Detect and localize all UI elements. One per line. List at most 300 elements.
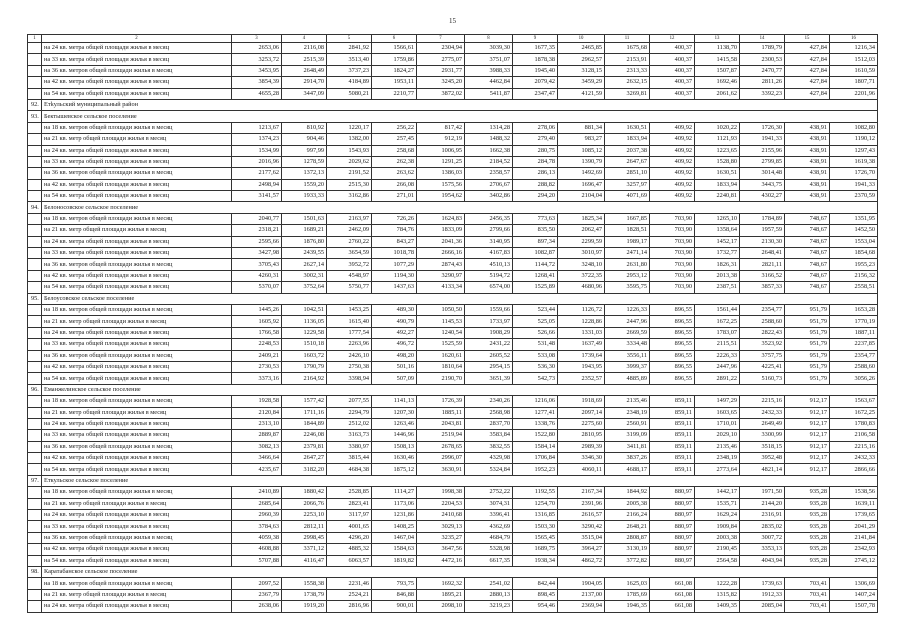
value-cell: 3630,91 <box>417 464 465 475</box>
value-cell: 817,42 <box>417 122 465 133</box>
table-row <box>28 464 878 475</box>
value-cell: 280,75 <box>513 145 558 156</box>
value-cell: 1559,20 <box>282 179 327 190</box>
table-row <box>28 498 878 509</box>
value-cell: 1876,80 <box>282 236 327 247</box>
row-label: на 24 кв. метра общей площади жилья в месяц <box>42 418 232 429</box>
row-number-cell <box>28 156 42 167</box>
value-cell: 2462,09 <box>327 225 372 236</box>
value-cell: 1577,42 <box>282 396 327 407</box>
value-cell: 2316,91 <box>740 510 785 521</box>
value-cell: 896,55 <box>650 327 695 338</box>
value-cell: 1943,95 <box>558 361 605 372</box>
value-cell: 2631,80 <box>605 259 650 270</box>
row-label: на 54 кв. метра общей площади жилья в месяц <box>42 555 232 566</box>
value-cell: 1706,84 <box>513 453 558 464</box>
table-row <box>28 555 878 566</box>
table-row <box>28 396 878 407</box>
value-cell: 2962,57 <box>558 54 605 65</box>
value-cell: 2669,59 <box>605 327 650 338</box>
value-cell: 2167,34 <box>558 487 605 498</box>
value-cell: 2498,94 <box>232 179 282 190</box>
value-cell: 703,90 <box>650 248 695 259</box>
value-cell: 912,17 <box>785 464 830 475</box>
value-cell: 4296,20 <box>327 532 372 543</box>
value-cell: 3082,13 <box>232 441 282 452</box>
value-cell: 4329,98 <box>465 453 513 464</box>
value-cell: 2352,57 <box>558 373 605 384</box>
row-number-cell <box>28 339 42 350</box>
value-cell: 1789,79 <box>740 43 785 54</box>
value-cell: 880,97 <box>650 510 695 521</box>
row-label: на 21 кв. метр общей площади жилья в месяц <box>42 589 232 600</box>
value-cell: 4133,34 <box>417 282 465 293</box>
value-cell: 1501,63 <box>282 213 327 224</box>
value-cell: 2649,49 <box>740 418 785 429</box>
value-cell: 2299,59 <box>558 236 605 247</box>
table-row <box>28 248 878 259</box>
value-cell: 1624,83 <box>417 213 465 224</box>
value-cell: 1488,32 <box>465 134 513 145</box>
value-cell: 409,92 <box>650 122 695 133</box>
value-cell: 1192,55 <box>513 487 558 498</box>
value-cell: 3705,43 <box>232 259 282 270</box>
row-number-cell <box>28 361 42 372</box>
value-cell: 1314,28 <box>465 122 513 133</box>
value-cell: 912,17 <box>785 396 830 407</box>
row-number-cell <box>28 544 42 555</box>
table-row <box>28 578 878 589</box>
value-cell: 4510,13 <box>465 259 513 270</box>
table-row <box>28 43 878 54</box>
value-cell: 2588,60 <box>740 316 785 327</box>
value-cell: 2003,38 <box>695 532 740 543</box>
value-cell: 1732,77 <box>695 248 740 259</box>
value-cell: 1538,56 <box>830 487 878 498</box>
value-cell: 2191,52 <box>327 168 372 179</box>
value-cell: 438,91 <box>785 156 830 167</box>
value-cell: 1512,03 <box>830 54 878 65</box>
value-cell: 3290,97 <box>417 270 465 281</box>
value-cell: 3427,98 <box>232 248 282 259</box>
value-cell: 1231,86 <box>372 510 417 521</box>
tariff-table <box>27 34 878 613</box>
value-cell: 427,84 <box>785 54 830 65</box>
value-cell: 1497,29 <box>695 396 740 407</box>
value-cell: 3162,86 <box>327 191 372 202</box>
value-cell: 1933,33 <box>282 191 327 202</box>
row-number-cell: 92. <box>28 99 42 110</box>
value-cell: 1467,04 <box>372 532 417 543</box>
value-cell: 1952,23 <box>513 464 558 475</box>
value-cell: 3595,75 <box>605 282 650 293</box>
value-cell: 3373,16 <box>232 373 282 384</box>
value-cell: 661,08 <box>650 578 695 589</box>
value-cell: 2866,66 <box>830 464 878 475</box>
value-cell: 1558,38 <box>282 578 327 589</box>
value-cell: 3999,37 <box>605 361 650 372</box>
value-cell: 3854,39 <box>232 77 282 88</box>
value-cell: 2470,77 <box>740 65 785 76</box>
value-cell: 2358,57 <box>465 168 513 179</box>
value-cell: 1228,86 <box>558 316 605 327</box>
row-label: на 21 кв. метр общей площади жилья в месяц <box>42 498 232 509</box>
column-number-cell: 13 <box>695 35 740 43</box>
value-cell: 1437,63 <box>372 282 417 293</box>
value-cell: 2313,10 <box>232 418 282 429</box>
value-cell: 523,44 <box>513 304 558 315</box>
value-cell: 2822,43 <box>740 327 785 338</box>
row-number-cell <box>28 191 42 202</box>
value-cell: 1928,58 <box>232 396 282 407</box>
value-cell: 2851,10 <box>605 168 650 179</box>
value-cell: 1535,71 <box>695 498 740 509</box>
value-cell: 1297,43 <box>830 145 878 156</box>
value-cell: 951,79 <box>785 327 830 338</box>
value-cell: 3988,33 <box>465 65 513 76</box>
row-number-cell <box>28 464 42 475</box>
row-label: на 33 кв. метра общей площади жилья в месяц <box>42 430 232 441</box>
value-cell: 2891,22 <box>695 373 740 384</box>
value-cell: 2889,87 <box>232 430 282 441</box>
value-cell: 1082,87 <box>513 248 558 259</box>
value-cell: 896,55 <box>650 350 695 361</box>
value-cell: 4684,79 <box>465 532 513 543</box>
value-cell: 409,92 <box>650 191 695 202</box>
row-number-cell <box>28 396 42 407</box>
value-cell: 2029,62 <box>327 156 372 167</box>
value-cell: 1277,41 <box>513 407 558 418</box>
value-cell: 2354,77 <box>740 304 785 315</box>
value-cell: 2275,60 <box>558 418 605 429</box>
value-cell: 1566,61 <box>372 43 417 54</box>
row-label: на 24 кв. метра общей площади жилья в месяц <box>42 145 232 156</box>
table-row <box>28 373 878 384</box>
column-number-cell: 1 <box>28 35 42 43</box>
value-cell: 2016,96 <box>232 156 282 167</box>
value-cell: 1265,10 <box>695 213 740 224</box>
value-cell: 2005,38 <box>605 498 650 509</box>
value-cell: 2773,64 <box>695 464 740 475</box>
row-number-cell <box>28 259 42 270</box>
value-cell: 1672,25 <box>830 407 878 418</box>
value-cell: 2130,30 <box>740 236 785 247</box>
value-cell: 896,55 <box>650 316 695 327</box>
column-number-cell: 11 <box>605 35 650 43</box>
value-cell: 951,79 <box>785 339 830 350</box>
row-label: на 33 кв. метра общей площади жилья в месяц <box>42 54 232 65</box>
table-row <box>28 430 878 441</box>
value-cell: 3402,86 <box>465 191 513 202</box>
value-cell: 1625,03 <box>605 578 650 589</box>
value-cell: 1833,94 <box>695 179 740 190</box>
value-cell: 2998,45 <box>282 532 327 543</box>
value-cell: 5328,98 <box>465 544 513 555</box>
value-cell: 1630,51 <box>605 122 650 133</box>
value-cell: 2135,46 <box>695 441 740 452</box>
value-cell: 842,44 <box>513 578 558 589</box>
table-row <box>28 601 878 612</box>
value-cell: 748,67 <box>785 282 830 293</box>
row-label: на 24 кв. метра общей площади жилья в месяц <box>42 43 232 54</box>
value-cell: 1971,50 <box>740 487 785 498</box>
table-row <box>28 589 878 600</box>
value-cell: 4167,83 <box>465 248 513 259</box>
table-row <box>28 65 878 76</box>
value-cell: 2730,53 <box>232 361 282 372</box>
value-cell: 3722,35 <box>558 270 605 281</box>
value-cell: 5411,87 <box>465 88 513 99</box>
value-cell: 536,30 <box>513 361 558 372</box>
value-cell: 1492,69 <box>558 168 605 179</box>
value-cell: 2215,16 <box>740 396 785 407</box>
row-label: на 36 кв. метров общей площади жилья в месяц <box>42 65 232 76</box>
value-cell: 4060,11 <box>558 464 605 475</box>
value-cell: 2799,66 <box>465 225 513 236</box>
row-number-cell <box>28 327 42 338</box>
row-number-cell: 95. <box>28 293 42 304</box>
value-cell: 498,20 <box>372 350 417 361</box>
value-cell: 1263,46 <box>372 418 417 429</box>
value-cell: 3334,48 <box>605 339 650 350</box>
value-cell: 438,91 <box>785 168 830 179</box>
column-number-cell: 3 <box>232 35 282 43</box>
value-cell: 4043,94 <box>740 555 785 566</box>
value-cell: 3815,44 <box>327 453 372 464</box>
value-cell: 2528,85 <box>327 487 372 498</box>
value-cell: 1629,24 <box>695 510 740 521</box>
value-cell: 4608,88 <box>232 544 282 555</box>
value-cell: 2666,16 <box>417 248 465 259</box>
row-number-cell <box>28 270 42 281</box>
value-cell: 1908,29 <box>465 327 513 338</box>
value-cell: 4655,28 <box>232 88 282 99</box>
row-label: на 18 кв. метров общей площади жилья в месяц <box>42 213 232 224</box>
value-cell: 1452,50 <box>830 225 878 236</box>
value-cell: 912,17 <box>785 441 830 452</box>
value-cell: 2097,52 <box>232 578 282 589</box>
value-cell: 2231,46 <box>327 578 372 589</box>
value-cell: 1825,34 <box>558 213 605 224</box>
value-cell: 1696,47 <box>558 179 605 190</box>
table-row <box>28 282 878 293</box>
section-row <box>28 566 878 577</box>
table-row <box>28 168 878 179</box>
row-number-cell <box>28 555 42 566</box>
value-cell: 1726,30 <box>740 122 785 133</box>
value-cell: 748,67 <box>785 270 830 281</box>
value-cell: 846,88 <box>372 589 417 600</box>
row-label: на 42 кв. метра общей площади жилья в месяц <box>42 77 232 88</box>
table-row <box>28 316 878 327</box>
value-cell: 1126,72 <box>558 304 605 315</box>
section-row <box>28 202 878 213</box>
value-cell: 897,34 <box>513 236 558 247</box>
value-cell: 5750,77 <box>327 282 372 293</box>
value-cell: 438,91 <box>785 191 830 202</box>
value-cell: 4688,17 <box>605 464 650 475</box>
value-cell: 859,11 <box>650 396 695 407</box>
value-cell: 703,41 <box>785 578 830 589</box>
value-cell: 1998,38 <box>417 487 465 498</box>
value-cell: 1912,33 <box>740 589 785 600</box>
value-cell: 1677,35 <box>513 43 558 54</box>
value-cell: 1085,12 <box>558 145 605 156</box>
row-number-cell: 96. <box>28 384 42 395</box>
value-cell: 1810,64 <box>417 361 465 372</box>
row-label: на 33 кв. метра общей площади жилья в месяц <box>42 248 232 259</box>
value-cell: 1020,22 <box>695 122 740 133</box>
value-cell: 2177,62 <box>232 168 282 179</box>
row-number-cell <box>28 441 42 452</box>
value-cell: 409,92 <box>650 179 695 190</box>
value-cell: 2648,49 <box>282 65 327 76</box>
value-cell: 2013,38 <box>695 270 740 281</box>
value-cell: 1790,79 <box>282 361 327 372</box>
value-cell: 6617,35 <box>465 555 513 566</box>
value-cell: 525,05 <box>513 316 558 327</box>
value-cell: 3857,33 <box>740 282 785 293</box>
value-cell: 3964,27 <box>558 544 605 555</box>
value-cell: 2880,13 <box>465 589 513 600</box>
value-cell: 2237,85 <box>830 339 878 350</box>
value-cell: 5160,73 <box>740 373 785 384</box>
value-cell: 1630,46 <box>372 453 417 464</box>
value-cell: 2837,70 <box>465 418 513 429</box>
value-cell: 2077,55 <box>327 396 372 407</box>
value-cell: 2190,45 <box>695 544 740 555</box>
value-cell: 661,08 <box>650 601 695 612</box>
value-cell: 1522,80 <box>513 430 558 441</box>
section-title: Еманжелинское сельское поселение <box>42 384 878 395</box>
value-cell: 3056,26 <box>830 373 878 384</box>
section-title: Еткульское сельское поселение <box>42 475 878 486</box>
value-cell: 4684,38 <box>327 464 372 475</box>
value-cell: 935,28 <box>785 555 830 566</box>
value-cell: 793,75 <box>372 578 417 589</box>
column-number-cell: 7 <box>417 35 465 43</box>
value-cell: 2874,43 <box>417 259 465 270</box>
table-row <box>28 418 878 429</box>
value-cell: 2253,10 <box>282 510 327 521</box>
value-cell: 1291,25 <box>417 156 465 167</box>
value-cell: 2098,10 <box>417 601 465 612</box>
section-row <box>28 99 878 110</box>
value-cell: 2432,33 <box>830 453 878 464</box>
column-number-cell: 14 <box>740 35 785 43</box>
value-cell: 3128,15 <box>558 65 605 76</box>
value-cell: 5194,72 <box>465 270 513 281</box>
value-cell: 1833,94 <box>605 134 650 145</box>
value-cell: 1904,05 <box>558 578 605 589</box>
value-cell: 2811,26 <box>740 77 785 88</box>
value-cell: 1672,25 <box>695 316 740 327</box>
value-cell: 5370,07 <box>232 282 282 293</box>
value-cell: 284,78 <box>513 156 558 167</box>
value-cell: 3257,97 <box>605 179 650 190</box>
value-cell: 2164,92 <box>282 373 327 384</box>
value-cell: 3583,84 <box>465 430 513 441</box>
value-cell: 1565,45 <box>513 532 558 543</box>
value-cell: 2342,93 <box>830 544 878 555</box>
value-cell: 2989,39 <box>558 441 605 452</box>
value-cell: 1559,66 <box>465 304 513 315</box>
row-number-cell <box>28 487 42 498</box>
value-cell: 2524,21 <box>327 589 372 600</box>
value-cell: 3029,13 <box>417 521 465 532</box>
value-cell: 912,17 <box>785 430 830 441</box>
value-cell: 2706,67 <box>465 179 513 190</box>
value-cell: 2104,04 <box>558 191 605 202</box>
value-cell: 3647,56 <box>417 544 465 555</box>
row-label: на 18 кв. метров общей площади жилья в месяц <box>42 304 232 315</box>
value-cell: 1358,64 <box>695 225 740 236</box>
value-cell: 4821,14 <box>740 464 785 475</box>
value-cell: 1938,34 <box>513 555 558 566</box>
value-cell: 400,37 <box>650 65 695 76</box>
value-cell: 1222,28 <box>695 578 740 589</box>
value-cell: 2043,81 <box>417 418 465 429</box>
value-cell: 2204,53 <box>417 498 465 509</box>
section-row <box>28 111 878 122</box>
value-cell: 859,11 <box>650 464 695 475</box>
value-cell: 1374,23 <box>232 134 282 145</box>
value-cell: 3245,20 <box>417 77 465 88</box>
row-number-cell <box>28 521 42 532</box>
row-number-cell <box>28 213 42 224</box>
value-cell: 1077,29 <box>372 259 417 270</box>
row-label: на 18 кв. метров общей площади жилья в месяц <box>42 578 232 589</box>
row-label: на 33 кв. метра общей площади жилья в месяц <box>42 156 232 167</box>
row-label: на 42 кв. метра общей площади жилья в месяц <box>42 270 232 281</box>
column-number-cell: 4 <box>282 35 327 43</box>
value-cell: 1268,41 <box>513 270 558 281</box>
value-cell: 4116,47 <box>282 555 327 566</box>
value-cell: 2647,27 <box>282 453 327 464</box>
value-cell: 2465,85 <box>558 43 605 54</box>
value-cell: 2954,15 <box>465 361 513 372</box>
value-cell: 1953,11 <box>372 77 417 88</box>
value-cell: 2367,79 <box>232 589 282 600</box>
value-cell: 1619,38 <box>830 156 878 167</box>
table-row <box>28 407 878 418</box>
value-cell: 912,17 <box>785 418 830 429</box>
value-cell: 2447,96 <box>695 361 740 372</box>
value-cell: 1770,19 <box>830 316 878 327</box>
value-cell: 3772,82 <box>605 555 650 566</box>
row-label: на 21 кв. метр общей площади жилья в месяц <box>42 407 232 418</box>
value-cell: 1561,44 <box>695 304 740 315</box>
value-cell: 3002,31 <box>282 270 327 281</box>
value-cell: 2653,06 <box>232 43 282 54</box>
value-cell: 703,90 <box>650 270 695 281</box>
row-label: на 24 кв. метра общей площади жилья в месяц <box>42 601 232 612</box>
section-row <box>28 384 878 395</box>
value-cell: 2685,64 <box>232 498 282 509</box>
value-cell: 2163,97 <box>327 213 372 224</box>
row-number-cell: 93. <box>28 111 42 122</box>
value-cell: 427,84 <box>785 43 830 54</box>
value-cell: 3654,59 <box>327 248 372 259</box>
value-cell: 4885,32 <box>327 544 372 555</box>
table-row <box>28 521 878 532</box>
value-cell: 533,08 <box>513 350 558 361</box>
value-cell: 703,90 <box>650 236 695 247</box>
value-cell: 4225,41 <box>740 361 785 372</box>
value-cell: 1372,13 <box>282 168 327 179</box>
row-label: на 36 кв. метров общей площади жилья в месяц <box>42 168 232 179</box>
value-cell: 859,11 <box>650 453 695 464</box>
